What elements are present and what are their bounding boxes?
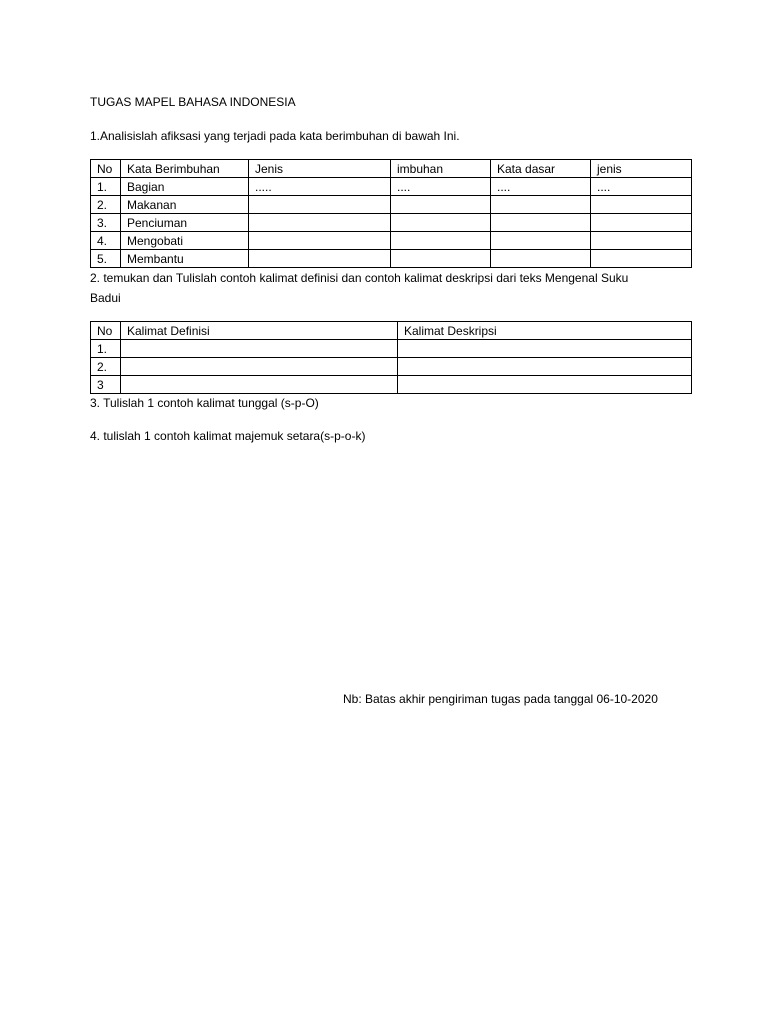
- table-cell: [398, 358, 692, 376]
- table-cell: 1.: [91, 340, 121, 358]
- table-cell: 2.: [91, 196, 121, 214]
- table-row: [91, 250, 692, 268]
- table-cell: 1.: [91, 178, 121, 196]
- header-cell: Kata dasar: [491, 160, 591, 178]
- document-title: TUGAS MAPEL BAHASA INDONESIA: [90, 95, 296, 109]
- question-2-line-1: 2. temukan dan Tulislah contoh kalimat definisi dan contoh kalimat deskripsi dari teks Mengenal Suku: [90, 271, 629, 285]
- affix-analysis-table: [90, 159, 692, 268]
- table-cell: [249, 214, 391, 232]
- header-cell: imbuhan: [391, 160, 491, 178]
- table-cell: [398, 376, 692, 394]
- table-cell: [591, 196, 692, 214]
- table-cell: [249, 196, 391, 214]
- table-row: [91, 196, 692, 214]
- table-cell: [398, 340, 692, 358]
- table-cell: [121, 340, 398, 358]
- table-header-row: [91, 160, 692, 178]
- deadline-note: Nb: Batas akhir pengiriman tugas pada tanggal 06-10-2020: [343, 692, 658, 706]
- table-row: [91, 178, 692, 196]
- table-cell: [491, 214, 591, 232]
- table-row: [91, 214, 692, 232]
- table-cell: [121, 358, 398, 376]
- header-cell: Kata Berimbuhan: [121, 160, 249, 178]
- table-cell: [249, 250, 391, 268]
- question-4: 4. tulislah 1 contoh kalimat majemuk setara(s-p-o-k): [90, 429, 366, 443]
- table-cell: ....: [591, 178, 692, 196]
- table-cell: [591, 250, 692, 268]
- table-cell: [391, 250, 491, 268]
- header-cell: No: [91, 160, 121, 178]
- sentence-examples-table: [90, 321, 692, 394]
- table-cell: ....: [491, 178, 591, 196]
- table-cell: [249, 232, 391, 250]
- table-cell: [491, 196, 591, 214]
- table-cell: [391, 232, 491, 250]
- table-cell: 5.: [91, 250, 121, 268]
- table-cell: [491, 250, 591, 268]
- table-cell: 2.: [91, 358, 121, 376]
- header-cell: No: [91, 322, 121, 340]
- table-cell: 4.: [91, 232, 121, 250]
- table-cell: [491, 232, 591, 250]
- header-cell: Kalimat Deskripsi: [398, 322, 692, 340]
- table-cell: 3: [91, 376, 121, 394]
- table-cell: [121, 376, 398, 394]
- header-cell: Jenis: [249, 160, 391, 178]
- header-cell: Kalimat Definisi: [121, 322, 398, 340]
- table-row: [91, 376, 692, 394]
- table-header-row: [91, 322, 692, 340]
- table-cell: [591, 214, 692, 232]
- table-cell: [391, 214, 491, 232]
- table-cell: ....: [391, 178, 491, 196]
- table-cell: Membantu: [121, 250, 249, 268]
- question-2-line-2: Badui: [90, 291, 121, 305]
- table-cell: [391, 196, 491, 214]
- table-cell: Bagian: [121, 178, 249, 196]
- header-cell: jenis: [591, 160, 692, 178]
- table-cell: 3.: [91, 214, 121, 232]
- question-3: 3. Tulislah 1 contoh kalimat tunggal (s-p-O): [90, 396, 319, 410]
- table-cell: Mengobati: [121, 232, 249, 250]
- table-cell: Penciuman: [121, 214, 249, 232]
- table-cell: [591, 232, 692, 250]
- table-row: [91, 358, 692, 376]
- question-1: 1.Analisislah afiksasi yang terjadi pada kata berimbuhan di bawah Ini.: [90, 129, 460, 143]
- table-row: [91, 232, 692, 250]
- table-cell: Makanan: [121, 196, 249, 214]
- table-row: [91, 340, 692, 358]
- table-cell: .....: [249, 178, 391, 196]
